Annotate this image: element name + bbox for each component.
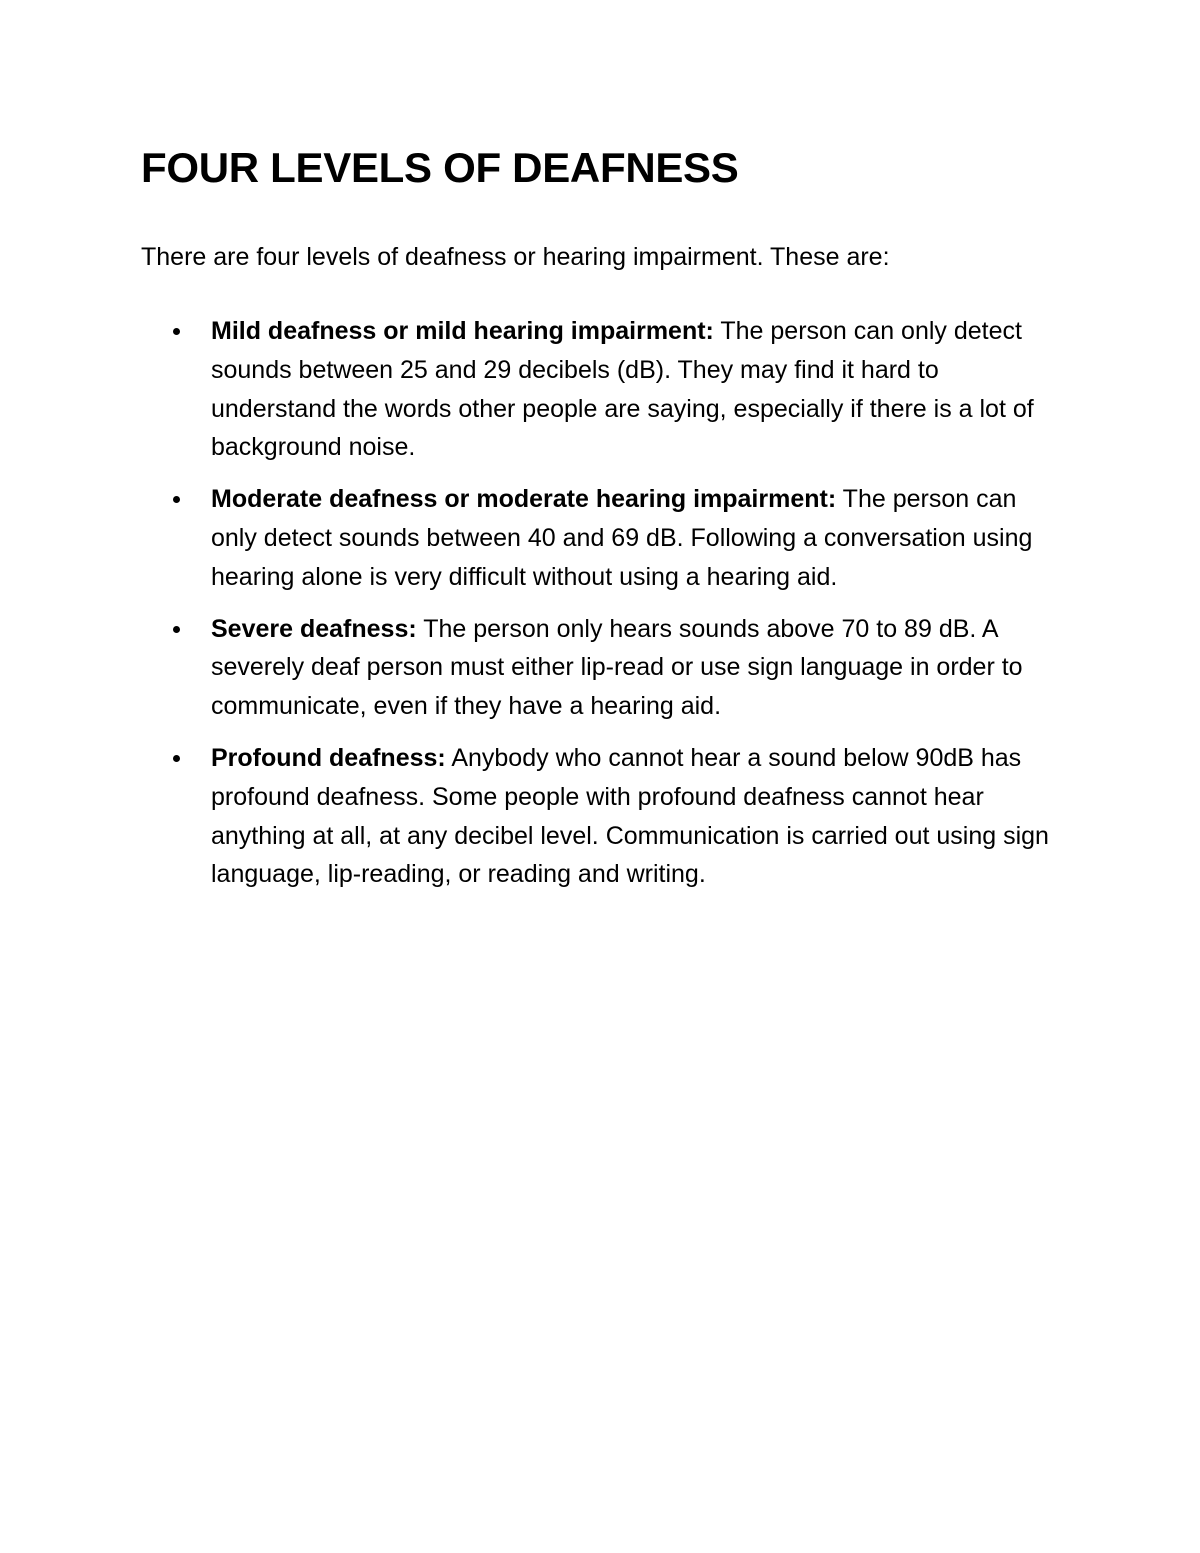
page-title: FOUR LEVELS OF DEAFNESS bbox=[141, 144, 739, 191]
level-description: The person only hears sounds above 70 to 89 dB. A severely deaf person must either lip-read or use sign language in order to communicate, even if they have a hearing aid. bbox=[211, 614, 1023, 721]
level-description: The person can only detect sounds between 40 and 69 dB. Following a conversation using hearing alone is very difficult without using a hearing aid. bbox=[211, 485, 1033, 591]
level-term: Profound deafness: bbox=[211, 743, 446, 772]
deafness-levels-list bbox=[0, 312, 1200, 894]
list-item-text bbox=[211, 480, 1061, 596]
level-description: The person can only detect sounds between 25 and 29 decibels (dB). They may find it hard to understand the words other people are saying, especially if there is a lot of background noise. bbox=[211, 317, 1034, 462]
list-item-text bbox=[211, 312, 1061, 467]
level-term: Mild deafness or mild hearing impairment: bbox=[211, 317, 714, 345]
level-term: Severe deafness: bbox=[211, 614, 417, 643]
intro-paragraph: There are four levels of deafness or hearing impairment. These are: bbox=[141, 243, 890, 271]
bullet-icon bbox=[173, 496, 180, 503]
list-item-severe-deafness bbox=[0, 610, 1200, 726]
bullet-icon bbox=[173, 755, 180, 762]
list-item-mild-deafness bbox=[0, 312, 1200, 467]
list-item-text bbox=[211, 610, 1061, 726]
bullet-icon bbox=[173, 328, 180, 335]
list-item-profound-deafness bbox=[0, 739, 1200, 894]
list-item-moderate-deafness bbox=[0, 480, 1200, 596]
bullet-icon bbox=[173, 626, 180, 633]
list-item-text bbox=[211, 739, 1061, 894]
level-description: Anybody who cannot hear a sound below 90dB has profound deafness. Some people with profound deafness cannot hear anything at all, at any decibel level. Communication is carried out using sign language, lip-reading, or reading and writing. bbox=[211, 743, 1049, 889]
level-term: Moderate deafness or moderate hearing impairment: bbox=[211, 485, 837, 514]
